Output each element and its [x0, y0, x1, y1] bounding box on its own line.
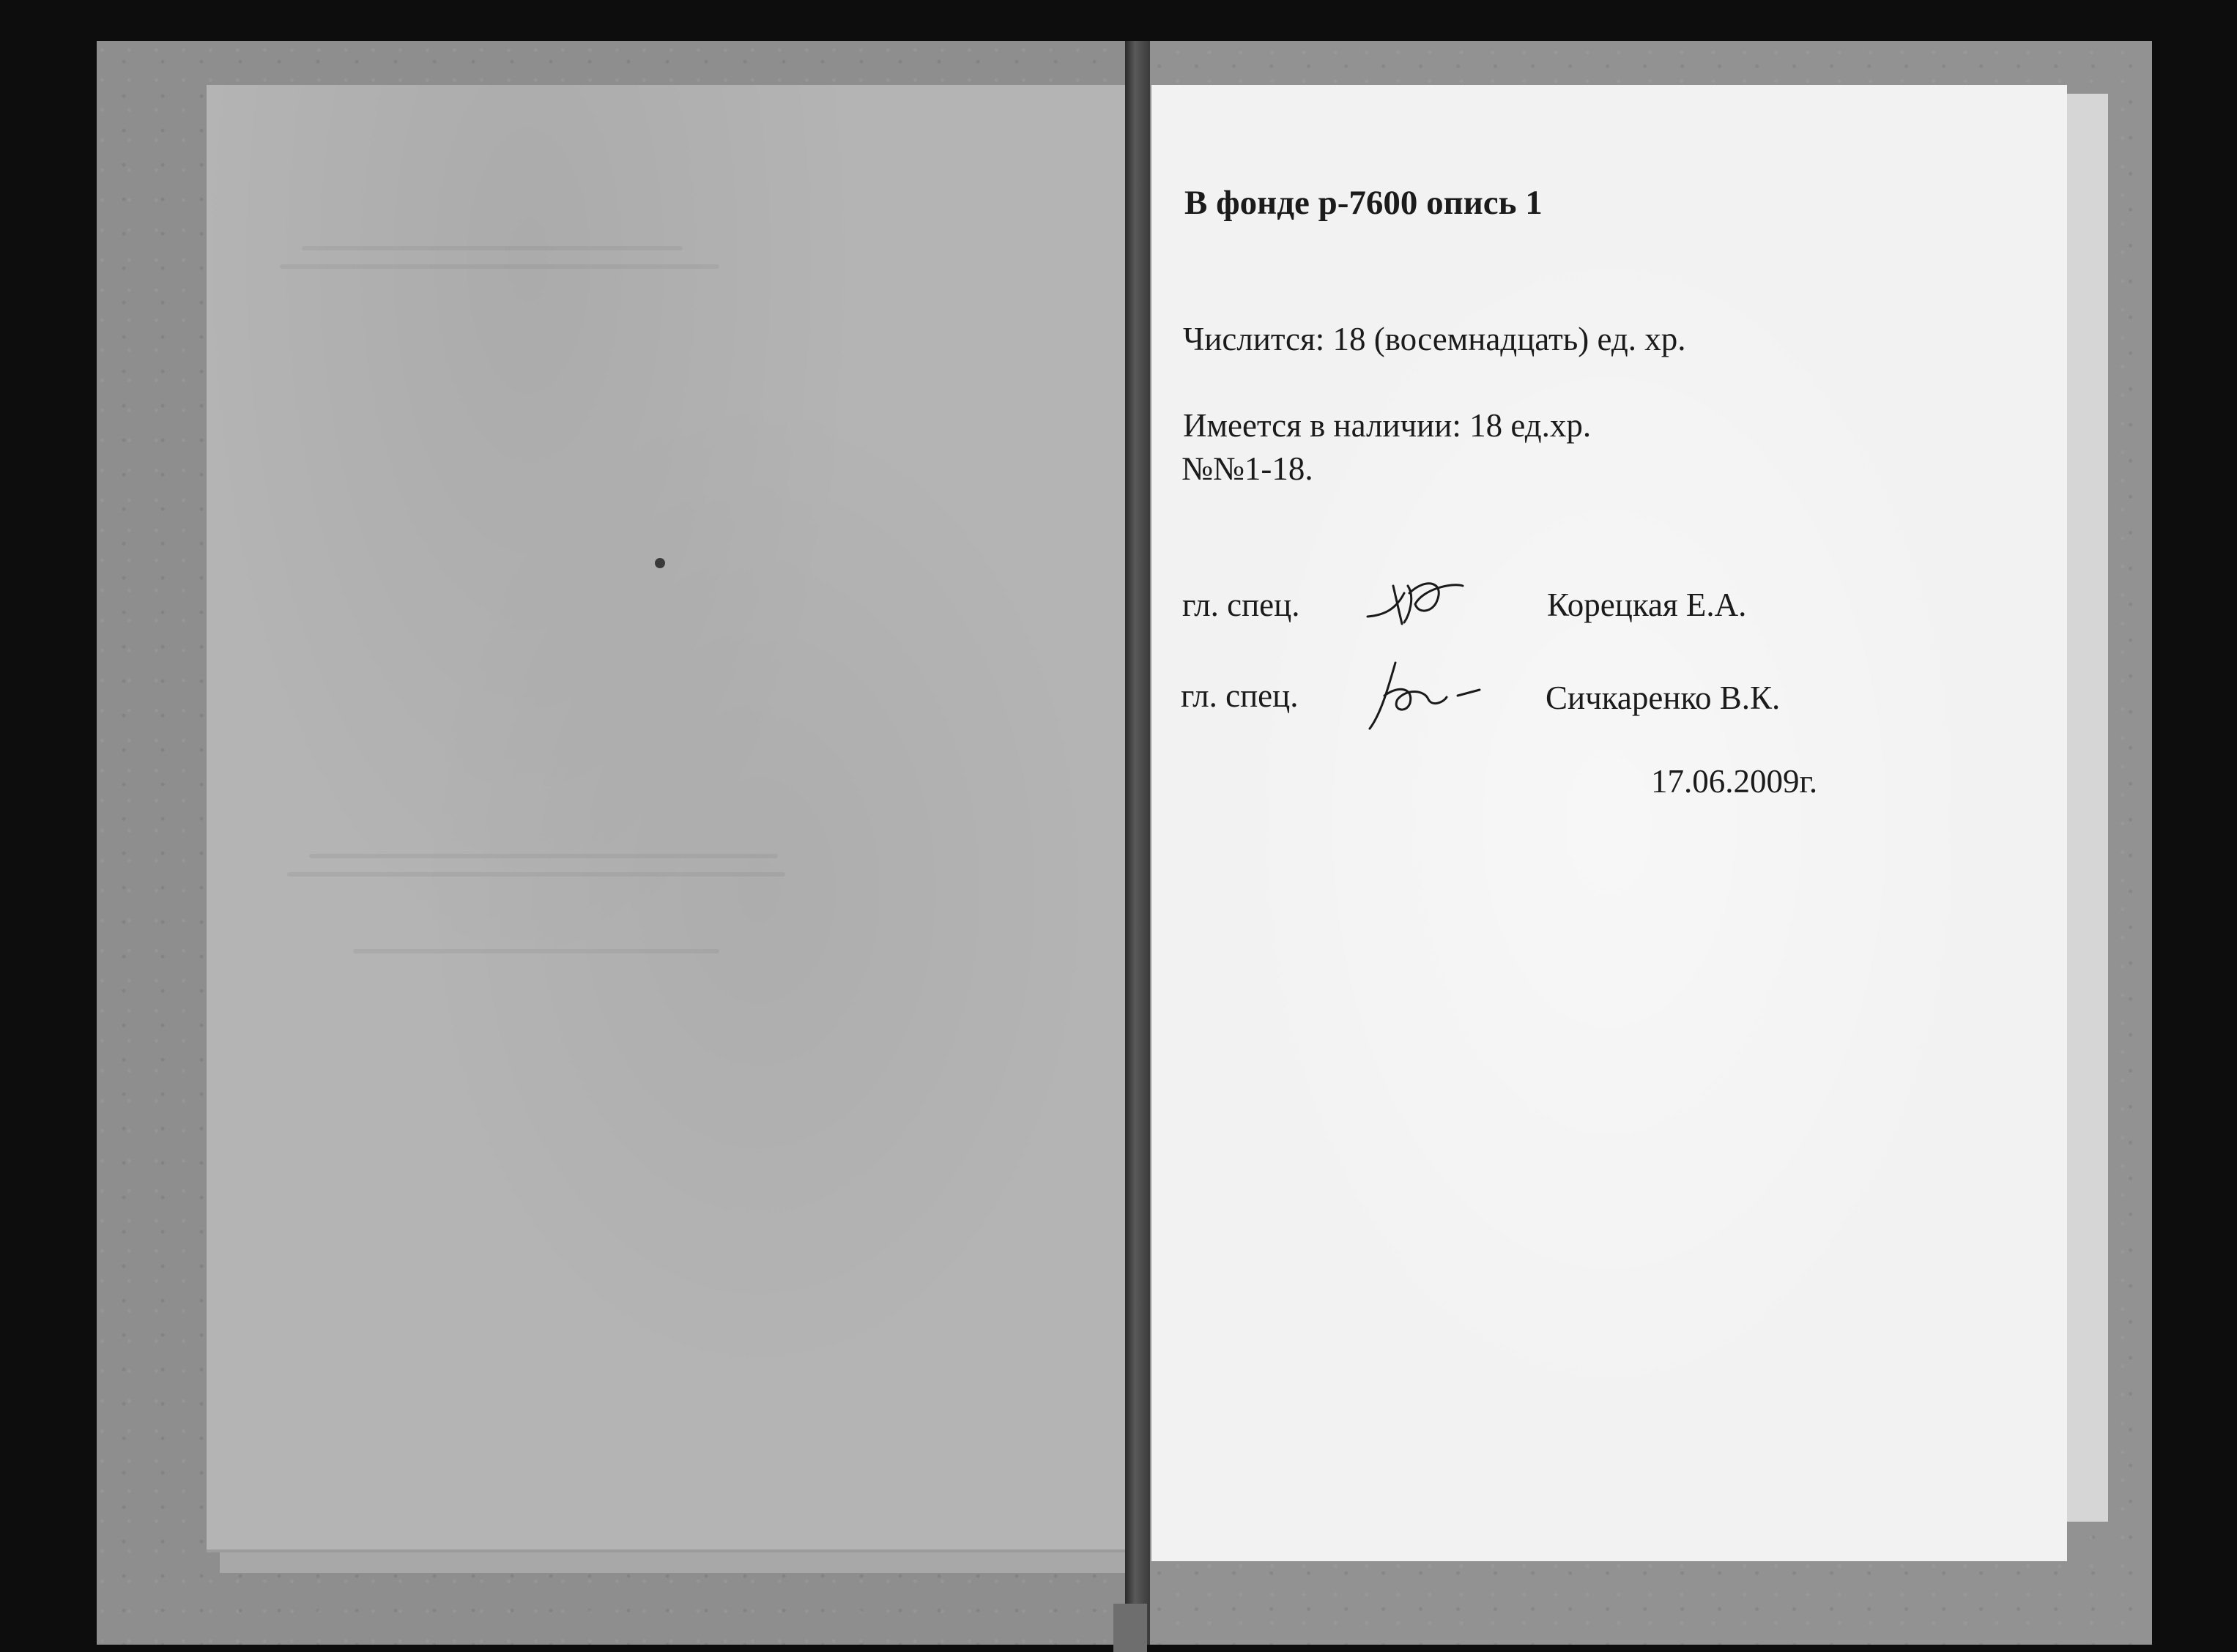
document-date: 17.06.2009г. — [1651, 763, 1818, 800]
signatory-title: гл. спец. — [1181, 677, 1299, 714]
signatory-name: Корецкая Е.А. — [1547, 587, 1747, 623]
left-blank-page — [207, 85, 1127, 1549]
listed-count-line: Числится: 18 (восемнадцать) ед. хр. — [1183, 321, 1686, 357]
binding-tab — [1113, 1604, 1147, 1652]
show-through-line — [280, 264, 719, 269]
handwritten-signature — [1364, 564, 1474, 637]
handwritten-signature — [1362, 644, 1487, 740]
available-count-line: Имеется в наличии: 18 ед.хр. — [1183, 407, 1592, 444]
show-through-line — [287, 872, 785, 877]
show-through-line — [302, 246, 683, 250]
item-numbers-line: №№1-18. — [1181, 450, 1313, 487]
signatory-name: Сичкаренко В.К. — [1546, 680, 1781, 716]
book-spine — [1125, 41, 1150, 1645]
show-through-line — [309, 854, 778, 858]
ink-speck — [655, 558, 665, 568]
show-through-line — [353, 949, 719, 953]
signatory-title: гл. спец. — [1182, 587, 1300, 623]
fund-heading: В фонде р-7600 опись 1 — [1184, 184, 1543, 222]
right-document-page — [1151, 85, 2067, 1561]
